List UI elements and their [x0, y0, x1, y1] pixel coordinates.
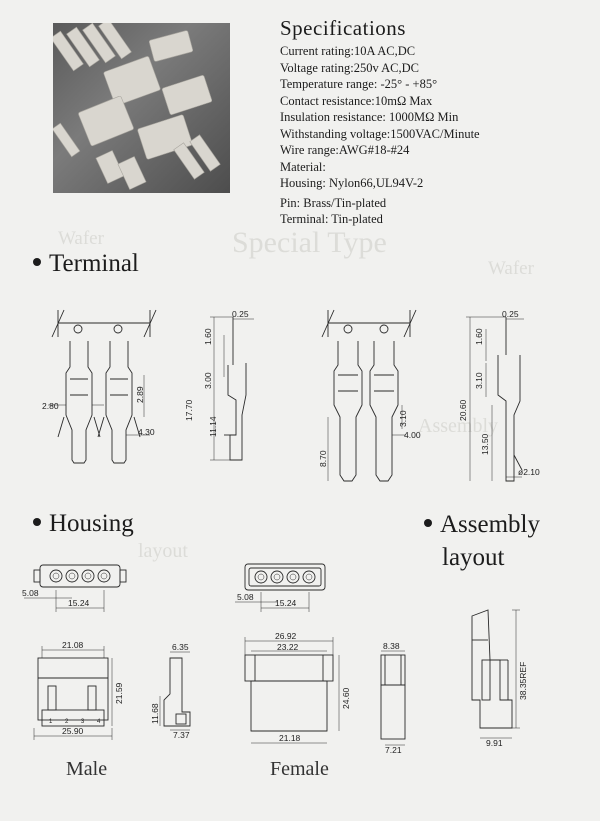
svg-text:25.90: 25.90 [62, 726, 84, 736]
svg-text:15.24: 15.24 [68, 598, 90, 608]
spec-temperature-range: Temperature range: -25° - +85° [280, 77, 438, 91]
spec-material: Material: [280, 159, 326, 174]
svg-text:ø2.10: ø2.10 [518, 467, 540, 477]
spec-housing-material: Housing: Nylon66,UL94V-2 [280, 176, 424, 190]
svg-text:3.10: 3.10 [398, 410, 408, 427]
female-terminal-drawing [310, 305, 570, 485]
specifications-title: Specifications [280, 16, 406, 40]
svg-text:21.08: 21.08 [62, 640, 84, 650]
specifications-block [280, 16, 580, 228]
svg-text:9.91: 9.91 [486, 738, 503, 748]
svg-text:3.10: 3.10 [474, 372, 484, 389]
svg-text:6.35: 6.35 [172, 642, 189, 652]
spec-withstanding-voltage: Withstanding voltage:1500VAC/Minute [280, 126, 480, 141]
spec-terminal-material: Terminal: Tin-plated [280, 212, 383, 226]
svg-text:8.70: 8.70 [318, 450, 328, 467]
svg-text:4: 4 [97, 719, 101, 725]
svg-text:21.59: 21.59 [114, 682, 124, 704]
svg-text:5.08: 5.08 [22, 588, 39, 598]
housing-heading: Housing [33, 510, 134, 538]
svg-text:2: 2 [65, 719, 69, 725]
bullet-icon [424, 519, 432, 527]
product-photo [53, 23, 230, 193]
bullet-icon [33, 518, 41, 526]
svg-text:7.21: 7.21 [385, 745, 402, 755]
svg-text:15.24: 15.24 [275, 598, 297, 608]
svg-text:1.60: 1.60 [474, 328, 484, 345]
svg-text:2.89: 2.89 [135, 386, 145, 403]
svg-text:23.22: 23.22 [277, 642, 299, 652]
svg-text:24.60: 24.60 [341, 687, 351, 709]
spec-contact-resistance: Contact resistance:10mΩ Max [280, 93, 433, 108]
ghost-assembly: Assembly [418, 415, 498, 437]
spec-insulation-resistance: Insulation resistance: 1000MΩ Min [280, 110, 459, 124]
svg-text:0.25: 0.25 [232, 309, 249, 319]
svg-text:7.37: 7.37 [173, 730, 190, 740]
male-terminal-drawing [40, 305, 270, 480]
svg-text:20.60: 20.60 [458, 399, 468, 421]
svg-text:1: 1 [49, 719, 53, 725]
svg-text:0.25: 0.25 [502, 309, 519, 319]
ghost-wafer-1: Wafer [58, 228, 104, 249]
svg-text:26.92: 26.92 [275, 631, 297, 641]
svg-text:17.70: 17.70 [184, 399, 194, 421]
spec-voltage-rating: Voltage rating:250v AC,DC [280, 60, 420, 75]
bullet-icon [33, 258, 41, 266]
svg-text:3: 3 [81, 719, 85, 725]
terminal-heading: Terminal [33, 250, 139, 278]
svg-text:3.00: 3.00 [203, 372, 213, 389]
spec-pin-material: Pin: Brass/Tin-plated [280, 195, 387, 210]
svg-text:1.60: 1.60 [203, 328, 213, 345]
svg-text:5.08: 5.08 [237, 592, 254, 602]
ghost-layout: layout [138, 540, 188, 562]
svg-text:13.50: 13.50 [480, 433, 490, 455]
female-housing-drawing [235, 625, 425, 755]
male-housing-top-view [20, 560, 140, 620]
male-housing-drawing [20, 638, 210, 748]
male-caption: Male [66, 758, 108, 780]
svg-text:2.80: 2.80 [42, 401, 59, 411]
ghost-wafer-2: Wafer [488, 258, 534, 279]
svg-text:21.18: 21.18 [279, 733, 301, 743]
assembly-drawing [460, 600, 540, 750]
svg-text:11.14: 11.14 [208, 416, 218, 437]
assembly-heading: Assembly layout [424, 508, 540, 574]
female-housing-top-view [225, 560, 345, 620]
spec-wire-range: Wire range:AWG#18-#24 [280, 143, 410, 157]
svg-text:11.68: 11.68 [150, 703, 160, 724]
svg-text:4.00: 4.00 [404, 430, 421, 440]
svg-text:4.30: 4.30 [138, 427, 155, 437]
ghost-special-type: Special Type [232, 226, 387, 259]
spec-current-rating: Current rating:10A AC,DC [280, 44, 416, 58]
female-caption: Female [270, 758, 329, 780]
svg-text:8.38: 8.38 [383, 641, 400, 651]
svg-text:38.35REF: 38.35REF [518, 661, 528, 700]
